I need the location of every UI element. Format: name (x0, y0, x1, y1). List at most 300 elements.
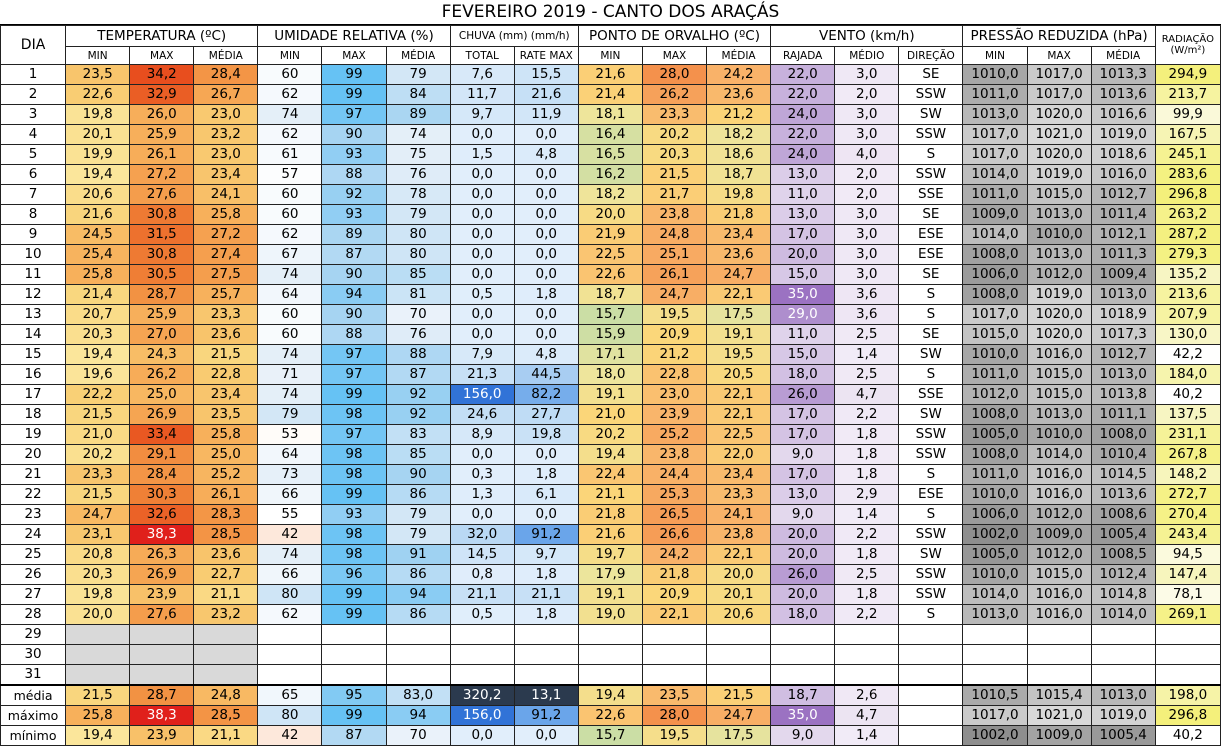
data-cell: 245,1 (1155, 145, 1220, 165)
summary-cell: 1002,0 (963, 726, 1027, 746)
data-cell: 15,9 (578, 325, 642, 345)
data-cell: 20,5 (707, 365, 771, 385)
summary-cell: 1005,4 (1091, 726, 1155, 746)
subheader-cell: MIN (66, 47, 130, 65)
data-cell: 1013,0 (963, 105, 1027, 125)
data-cell: 1008,0 (963, 285, 1027, 305)
data-cell: 1013,8 (1091, 385, 1155, 405)
data-cell: 1013,0 (1027, 205, 1091, 225)
table-row (1, 425, 1221, 445)
data-cell: 1006,0 (963, 265, 1027, 285)
table-row (1, 65, 1221, 85)
empty-cell (450, 665, 514, 686)
summary-cell: 15,7 (578, 726, 642, 746)
empty-cell (707, 625, 771, 645)
data-cell: 2,2 (835, 405, 899, 425)
data-cell: 26,1 (194, 485, 258, 505)
data-cell: 21,8 (578, 505, 642, 525)
data-cell: 6,1 (514, 485, 578, 505)
data-cell: 17,0 (771, 405, 835, 425)
data-cell: 26,2 (130, 365, 194, 385)
data-cell: 20,3 (66, 325, 130, 345)
data-cell: 269,1 (1155, 605, 1220, 625)
data-cell: 21,2 (642, 345, 706, 365)
data-cell: 9,0 (771, 505, 835, 525)
empty-cell (386, 625, 450, 645)
data-cell: 15,0 (771, 265, 835, 285)
data-cell: 62 (258, 605, 322, 625)
data-cell: 24,0 (771, 145, 835, 165)
summary-cell: 1,4 (835, 726, 899, 746)
data-cell: 21,7 (642, 185, 706, 205)
data-cell: 24,4 (642, 465, 706, 485)
data-cell: 90 (322, 125, 386, 145)
day-cell: 22 (1, 485, 66, 505)
summary-cell: 24,8 (194, 685, 258, 706)
data-cell: 0,0 (514, 305, 578, 325)
data-cell: 27,7 (514, 405, 578, 425)
data-cell: 0,0 (514, 185, 578, 205)
summary-cell: 35,0 (771, 706, 835, 726)
data-cell: 26,7 (194, 85, 258, 105)
data-cell: 16,2 (578, 165, 642, 185)
empty-cell (899, 665, 963, 686)
data-cell: 25,8 (194, 425, 258, 445)
day-cell: 15 (1, 345, 66, 365)
data-cell: 19,7 (578, 545, 642, 565)
data-cell: SSW (899, 165, 963, 185)
data-cell: 20,9 (642, 325, 706, 345)
data-cell: 23,9 (130, 585, 194, 605)
day-cell: 3 (1, 105, 66, 125)
table-row (1, 185, 1221, 205)
subheader-cell: MAX (642, 47, 706, 65)
data-cell: SW (899, 105, 963, 125)
empty-cell (1091, 625, 1155, 645)
day-cell: 19 (1, 425, 66, 445)
table-row (1, 285, 1221, 305)
data-cell: 25,2 (642, 425, 706, 445)
data-cell: 19,8 (66, 105, 130, 125)
data-cell: 20,0 (771, 245, 835, 265)
data-cell: 263,2 (1155, 205, 1220, 225)
data-cell: 1016,0 (1027, 585, 1091, 605)
data-cell: 14,5 (450, 545, 514, 565)
data-cell: 20,2 (642, 125, 706, 145)
data-cell: 1010,0 (963, 345, 1027, 365)
empty-cell (130, 645, 194, 665)
empty-cell (514, 645, 578, 665)
data-cell: 26,9 (130, 405, 194, 425)
data-cell: 1010,0 (963, 485, 1027, 505)
data-cell: 0,0 (514, 445, 578, 465)
summary-cell: 94 (386, 706, 450, 726)
day-cell: 4 (1, 125, 66, 145)
data-cell: 25,9 (130, 125, 194, 145)
day-cell: 5 (1, 145, 66, 165)
data-cell: 1015,0 (963, 325, 1027, 345)
data-cell: S (899, 605, 963, 625)
data-cell: 44,5 (514, 365, 578, 385)
data-cell: 1014,0 (963, 165, 1027, 185)
data-cell: 1012,0 (1027, 265, 1091, 285)
data-cell: 98 (322, 445, 386, 465)
data-cell: 1013,6 (1091, 485, 1155, 505)
data-cell: 1013,0 (1091, 365, 1155, 385)
data-cell: 11,0 (771, 185, 835, 205)
data-cell: 1005,0 (963, 545, 1027, 565)
data-cell: 99 (322, 585, 386, 605)
data-cell: 97 (322, 425, 386, 445)
summary-cell: 1017,0 (963, 706, 1027, 726)
data-cell: 25,8 (66, 265, 130, 285)
data-cell: 213,7 (1155, 85, 1220, 105)
data-cell: 67 (258, 245, 322, 265)
summary-cell: 21,1 (194, 726, 258, 746)
data-cell: 22,0 (707, 445, 771, 465)
data-cell: 1013,6 (1091, 85, 1155, 105)
data-cell: 19,4 (578, 445, 642, 465)
data-cell: 1,3 (450, 485, 514, 505)
data-cell: 23,1 (66, 525, 130, 545)
data-cell: 20,2 (66, 445, 130, 465)
summary-cell: 1010,5 (963, 685, 1027, 706)
data-cell: 89 (386, 105, 450, 125)
day-cell: 11 (1, 265, 66, 285)
data-cell: 23,2 (194, 125, 258, 145)
empty-cell (835, 625, 899, 645)
data-cell: 60 (258, 185, 322, 205)
data-cell: 64 (258, 445, 322, 465)
data-cell: 1010,4 (1091, 445, 1155, 465)
summary-cell (899, 726, 963, 746)
data-cell: 87 (386, 365, 450, 385)
data-cell: 98 (322, 465, 386, 485)
empty-cell (450, 625, 514, 645)
data-cell: 15,7 (578, 305, 642, 325)
empty-cell (1027, 625, 1091, 645)
data-cell: 1015,0 (1027, 365, 1091, 385)
day-cell: 12 (1, 285, 66, 305)
empty-cell (322, 665, 386, 686)
data-cell: 0,0 (450, 265, 514, 285)
data-cell: 18,0 (771, 605, 835, 625)
data-cell: SW (899, 545, 963, 565)
data-cell: 17,0 (771, 425, 835, 445)
data-cell: 23,3 (66, 465, 130, 485)
data-cell: 1012,7 (1091, 345, 1155, 365)
data-cell: 88 (386, 345, 450, 365)
data-cell: SE (899, 65, 963, 85)
day-cell: 1 (1, 65, 66, 85)
table-row (1, 245, 1221, 265)
data-cell: 2,5 (835, 565, 899, 585)
summary-cell: 1013,0 (1091, 685, 1155, 706)
summary-cell: 320,2 (450, 685, 514, 706)
data-cell: 24,5 (66, 225, 130, 245)
data-cell: 80 (258, 585, 322, 605)
data-cell: 86 (386, 565, 450, 585)
data-cell: 21,6 (66, 205, 130, 225)
data-cell: 20,3 (66, 565, 130, 585)
data-cell: 21,1 (194, 585, 258, 605)
data-cell: 1017,0 (963, 125, 1027, 145)
data-cell: 0,0 (450, 305, 514, 325)
data-cell: 20,0 (707, 565, 771, 585)
empty-cell (1155, 665, 1220, 686)
data-cell: 1014,5 (1091, 465, 1155, 485)
empty-cell (578, 625, 642, 645)
data-cell: 99 (322, 65, 386, 85)
table-row (1, 165, 1221, 185)
data-cell: 20,1 (66, 125, 130, 145)
data-cell: 25,3 (642, 485, 706, 505)
summary-cell: 21,5 (66, 685, 130, 706)
data-cell: 21,4 (66, 285, 130, 305)
summary-cell: 1019,0 (1091, 706, 1155, 726)
data-cell: 21,9 (578, 225, 642, 245)
data-cell: 76 (386, 325, 450, 345)
data-cell: 20,6 (707, 605, 771, 625)
data-cell: 1017,0 (1027, 85, 1091, 105)
data-cell: 13,0 (771, 165, 835, 185)
data-cell: 24,2 (642, 545, 706, 565)
summary-label: média (1, 685, 66, 706)
data-cell: 21,3 (450, 365, 514, 385)
data-cell: 28,0 (642, 65, 706, 85)
data-cell: 1008,0 (1091, 425, 1155, 445)
summary-row (1, 685, 1221, 706)
data-cell: 78,1 (1155, 585, 1220, 605)
data-cell: 207,9 (1155, 305, 1220, 325)
data-cell: 27,6 (130, 605, 194, 625)
empty-cell (771, 625, 835, 645)
data-cell: 2,5 (835, 325, 899, 345)
data-cell: 0,0 (450, 245, 514, 265)
data-cell: 0,0 (450, 165, 514, 185)
data-cell: 287,2 (1155, 225, 1220, 245)
data-cell: 60 (258, 325, 322, 345)
data-cell: 24,7 (642, 285, 706, 305)
data-cell: 23,4 (194, 165, 258, 185)
data-cell: 89 (322, 225, 386, 245)
data-cell: 74 (258, 385, 322, 405)
data-cell: 1,8 (835, 585, 899, 605)
data-cell: 19,5 (707, 345, 771, 365)
summary-cell: 19,5 (642, 726, 706, 746)
summary-label: mínimo (1, 726, 66, 746)
summary-cell: 4,7 (835, 706, 899, 726)
data-cell: 0,0 (514, 125, 578, 145)
data-cell: 1,8 (514, 565, 578, 585)
data-cell: 22,6 (66, 85, 130, 105)
data-cell: 17,9 (578, 565, 642, 585)
empty-cell (963, 625, 1027, 645)
data-cell: 84 (386, 85, 450, 105)
summary-cell: 17,5 (707, 726, 771, 746)
day-cell: 14 (1, 325, 66, 345)
data-cell: 62 (258, 125, 322, 145)
data-cell: 24,0 (771, 105, 835, 125)
data-cell: 92 (322, 185, 386, 205)
data-cell: 213,6 (1155, 285, 1220, 305)
data-cell: 79 (386, 65, 450, 85)
header-orvalho: PONTO DE ORVALHO (ºC) (578, 26, 770, 47)
day-cell: 26 (1, 565, 66, 585)
data-cell: 3,0 (835, 105, 899, 125)
data-cell: 1018,9 (1091, 305, 1155, 325)
table-row-empty (1, 665, 1221, 686)
data-cell: 28,7 (130, 285, 194, 305)
table-row (1, 405, 1221, 425)
data-cell: 1013,0 (963, 605, 1027, 625)
data-cell: S (899, 365, 963, 385)
data-cell: 17,0 (771, 225, 835, 245)
summary-cell (899, 706, 963, 726)
data-cell: 21,1 (450, 585, 514, 605)
data-cell: 19,8 (514, 425, 578, 445)
summary-cell: 99 (322, 706, 386, 726)
data-cell: 1017,0 (963, 305, 1027, 325)
data-cell: 25,2 (194, 465, 258, 485)
data-cell: SSW (899, 125, 963, 145)
header-temperatura: TEMPERATURA (ºC) (66, 26, 258, 47)
data-cell: 19,4 (66, 345, 130, 365)
data-cell: 231,1 (1155, 425, 1220, 445)
summary-cell: 42 (258, 726, 322, 746)
data-cell: 22,5 (707, 425, 771, 445)
empty-cell (771, 665, 835, 686)
table-row (1, 205, 1221, 225)
empty-cell (258, 665, 322, 686)
data-cell: 2,9 (835, 485, 899, 505)
data-cell: SE (899, 265, 963, 285)
summary-cell: 23,9 (130, 726, 194, 746)
table-row-empty (1, 625, 1221, 645)
data-cell: 0,5 (450, 605, 514, 625)
summary-cell: 70 (386, 726, 450, 746)
empty-cell (963, 645, 1027, 665)
summary-cell: 0,0 (514, 726, 578, 746)
data-cell: 267,8 (1155, 445, 1220, 465)
data-cell: 21,1 (514, 585, 578, 605)
table-row (1, 525, 1221, 545)
data-cell: 1,8 (835, 445, 899, 465)
data-cell: 21,2 (707, 105, 771, 125)
data-cell: 25,0 (130, 385, 194, 405)
data-cell: 20,0 (771, 545, 835, 565)
data-cell: 27,6 (130, 185, 194, 205)
data-cell: 18,2 (578, 185, 642, 205)
data-cell: SE (899, 205, 963, 225)
data-cell: SSW (899, 445, 963, 465)
data-cell: 2,0 (835, 85, 899, 105)
empty-cell (1027, 645, 1091, 665)
empty-cell (835, 645, 899, 665)
data-cell: 23,0 (194, 145, 258, 165)
table-row (1, 105, 1221, 125)
data-cell: 23,6 (194, 325, 258, 345)
table-row (1, 605, 1221, 625)
data-cell: 23,3 (642, 105, 706, 125)
summary-cell (899, 685, 963, 706)
data-cell: 24,7 (707, 265, 771, 285)
summary-row (1, 706, 1221, 726)
data-cell: 60 (258, 205, 322, 225)
data-cell: 11,0 (771, 325, 835, 345)
summary-cell: 1015,4 (1027, 685, 1091, 706)
data-cell: 0,0 (450, 505, 514, 525)
data-cell: 1014,0 (1091, 605, 1155, 625)
data-cell: 1017,0 (963, 145, 1027, 165)
data-cell: 23,6 (194, 545, 258, 565)
data-cell: S (899, 305, 963, 325)
data-cell: 1018,6 (1091, 145, 1155, 165)
data-cell: 91 (386, 545, 450, 565)
data-cell: 26,1 (130, 145, 194, 165)
data-cell: 283,6 (1155, 165, 1220, 185)
data-cell: 0,0 (514, 225, 578, 245)
data-cell: 1010,0 (963, 65, 1027, 85)
data-cell: 79 (258, 405, 322, 425)
data-cell: 1,4 (835, 505, 899, 525)
data-cell: S (899, 145, 963, 165)
empty-cell (1027, 665, 1091, 686)
data-cell: 25,0 (194, 445, 258, 465)
subheader-cell: RAJADA (771, 47, 835, 65)
data-cell: 23,3 (707, 485, 771, 505)
summary-cell: 23,5 (642, 685, 706, 706)
day-cell: 25 (1, 545, 66, 565)
data-cell: 184,0 (1155, 365, 1220, 385)
data-cell: 1,5 (450, 145, 514, 165)
summary-cell: 1009,0 (1027, 726, 1091, 746)
data-cell: 0,0 (514, 265, 578, 285)
data-cell: 2,0 (835, 165, 899, 185)
data-cell: 23,0 (194, 105, 258, 125)
data-cell: 1014,0 (963, 585, 1027, 605)
data-cell: 21,6 (578, 65, 642, 85)
data-cell: 24,3 (130, 345, 194, 365)
data-cell: 1011,1 (1091, 405, 1155, 425)
summary-cell: 24,7 (707, 706, 771, 726)
data-cell: 26,0 (771, 385, 835, 405)
header-row-groups (1, 26, 1221, 47)
summary-cell: 28,0 (642, 706, 706, 726)
empty-cell (963, 665, 1027, 686)
data-cell: 60 (258, 65, 322, 85)
empty-cell (322, 645, 386, 665)
table-row (1, 345, 1221, 365)
data-cell: 23,8 (642, 205, 706, 225)
empty-cell (66, 665, 130, 686)
data-cell: 21,6 (514, 85, 578, 105)
data-cell: 62 (258, 85, 322, 105)
data-cell: 19,8 (707, 185, 771, 205)
data-cell: SE (899, 325, 963, 345)
data-cell: 25,7 (194, 285, 258, 305)
data-cell: 1016,0 (1027, 605, 1091, 625)
data-cell: 15,5 (514, 65, 578, 85)
data-cell: 94 (322, 285, 386, 305)
data-cell: 1014,0 (1027, 445, 1091, 465)
data-cell: 1013,0 (1027, 405, 1091, 425)
data-cell: 24,1 (707, 505, 771, 525)
data-cell: 20,2 (578, 425, 642, 445)
subheader-cell: TOTAL (450, 47, 514, 65)
header-vento: VENTO (km/h) (771, 26, 963, 47)
data-cell: 88 (322, 325, 386, 345)
